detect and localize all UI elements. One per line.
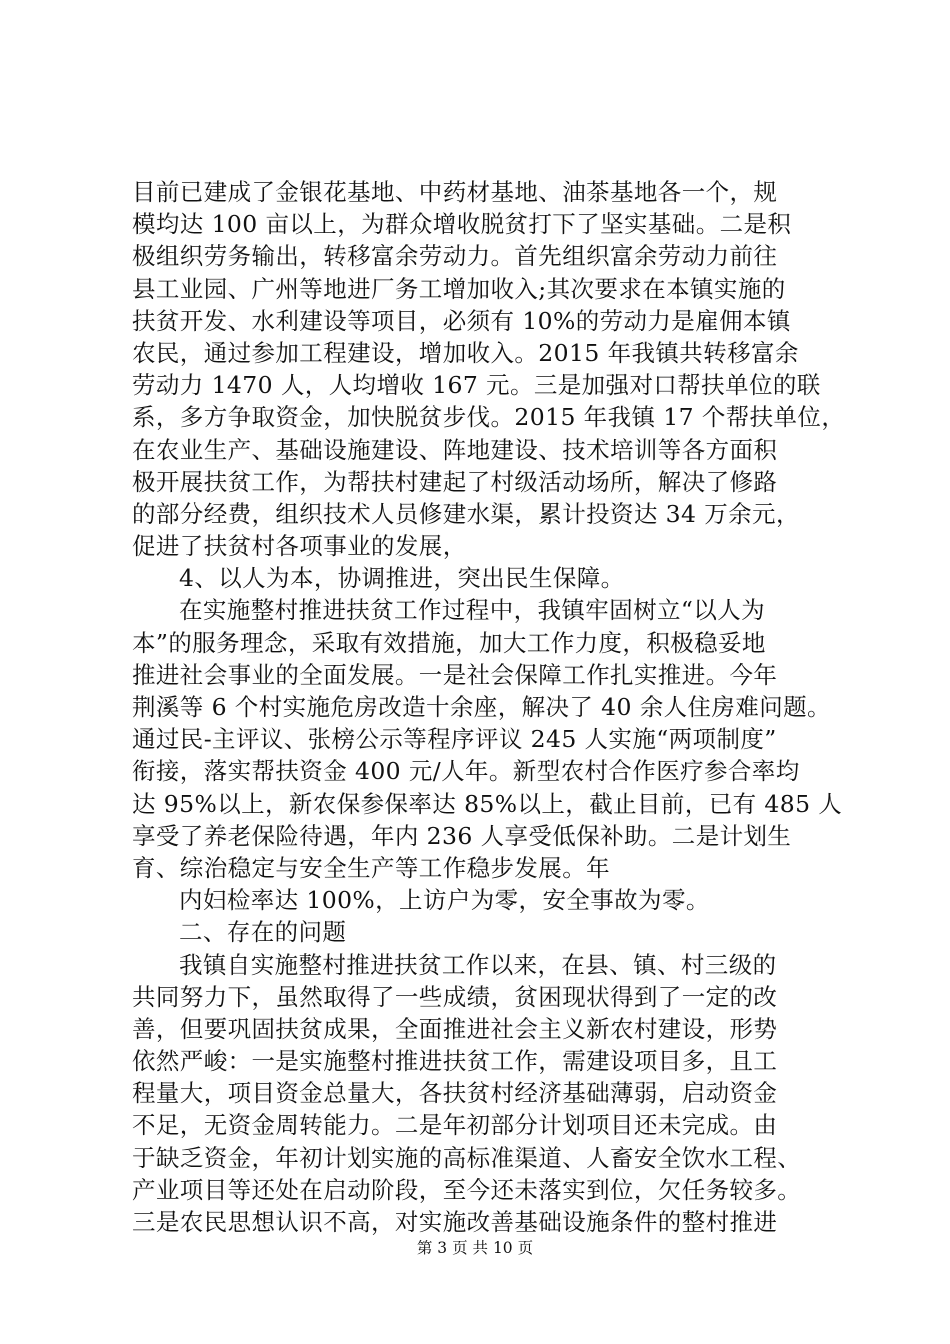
text-line: 本”的服务理念，采取有效措施，加大工作力度，积极稳妥地 — [132, 628, 766, 657]
text-line: 通过民-主评议、张榜公示等程序评议 245 人实施“两项制度” — [132, 725, 777, 754]
section-heading: 4、以人为本，协调推进，突出民生保障。 — [179, 564, 625, 593]
text-line: 扶贫开发、水利建设等项目，必须有 10%的劳动力是雇佣本镇 — [132, 306, 791, 335]
text-line: 目前已建成了金银花基地、中药材基地、油茶基地各一个，规 — [132, 178, 778, 206]
text-line: 三是农民思想认识不高，对实施改善基础设施条件的整村推进 — [132, 1208, 778, 1236]
text-line: 衔接，落实帮扶资金 400 元/人年。新型农村合作医疗参合率均 — [132, 757, 800, 786]
text-line: 善，但要巩固扶贫成果，全面推进社会主义新农村建设，形势 — [132, 1014, 778, 1043]
text-line: 极组织劳务输出，转移富余劳动力。首先组织富余劳动力前往 — [132, 242, 778, 271]
text-line: 享受了养老保险待遇，年内 236 人享受低保补助。二是计划生 — [132, 821, 792, 850]
text-line: 在实施整村推进扶贫工作过程中，我镇牢固树立“以人为 — [179, 596, 766, 625]
text-line: 于缺乏资金，年初计划实施的高标准渠道、人畜安全饮水工程、 — [132, 1143, 802, 1172]
text-line: 模均达 100 亩以上，为群众增收脱贫打下了坚实基础。二是积 — [132, 210, 792, 239]
text-line: 荆溪等 6 个村实施危房改造十余座，解决了 40 余人住房难问题。 — [132, 693, 831, 721]
text-line: 我镇自实施整村推进扶贫工作以来，在县、镇、村三级的 — [179, 950, 777, 979]
text-line: 不足，无资金周转能力。二是年初部分计划项目还未完成。由 — [132, 1111, 778, 1140]
text-line: 系，多方争取资金，加快脱贫步伐。2015 年我镇 17 个帮扶单位， — [132, 403, 846, 432]
text-line: 促进了扶贫村各项事业的发展， — [132, 532, 467, 561]
text-line: 程量大，项目资金总量大，各扶贫村经济基础薄弱，启动资金 — [132, 1079, 778, 1108]
text-line: 共同努力下，虽然取得了一些成绩，贫困现状得到了一定的改 — [132, 982, 778, 1011]
text-line: 内妇检率达 100%，上访户为零，安全事故为零。 — [179, 886, 710, 915]
section-heading: 二、存在的问题 — [179, 918, 347, 947]
text-line: 极开展扶贫工作，为帮扶村建起了村级活动场所，解决了修路 — [132, 467, 778, 496]
text-line: 的部分经费，组织技术人员修建水渠，累计投资达 34 万余元， — [132, 499, 800, 528]
text-line: 县工业园、广州等地进厂务工增加收入;其次要求在本镇实施的 — [132, 274, 786, 303]
text-line: 农民，通过参加工程建设，增加收入。2015 年我镇共转移富余 — [132, 338, 799, 367]
text-line: 在农业生产、基础设施建设、阵地建设、技术培训等各方面积 — [132, 435, 778, 464]
text-line: 推进社会事业的全面发展。一是社会保障工作扎实推进。今年 — [132, 660, 778, 689]
text-line: 依然严峻：一是实施整村推进扶贫工作，需建设项目多，且工 — [132, 1047, 778, 1076]
text-line: 达 95%以上，新农保参保率达 85%以上，截止目前，已有 485 人 — [132, 789, 843, 818]
text-line: 劳动力 1470 人，人均增收 167 元。三是加强对口帮扶单位的联 — [132, 371, 821, 400]
page-number-footer: 第 3 页 共 10 页 — [416, 1239, 534, 1257]
document-body — [132, 176, 846, 1238]
text-line: 产业项目等还处在启动阶段，至今还未落实到位，欠任务较多。 — [132, 1175, 802, 1204]
text-line: 育、综治稳定与安全生产等工作稳步发展。年 — [132, 853, 610, 882]
